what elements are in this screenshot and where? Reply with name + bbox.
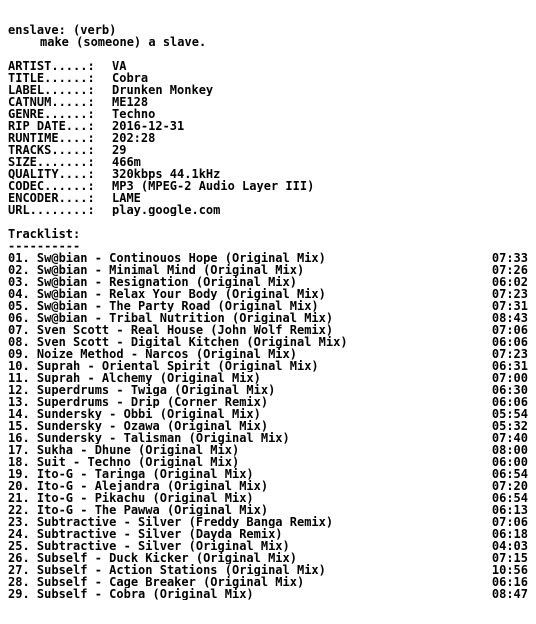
- track-time: 10:56: [491, 564, 528, 576]
- metadata-value: VA: [112, 60, 127, 72]
- metadata-row: [8, 84, 528, 96]
- metadata-key: ARTIST.....:: [8, 60, 95, 72]
- metadata-key: QUALITY....:: [8, 168, 95, 180]
- metadata-row: [8, 96, 528, 108]
- track-row: [8, 468, 528, 480]
- track-row: [8, 432, 528, 444]
- nfo-document: [8, 24, 528, 600]
- tracklist: [8, 252, 528, 600]
- track-row: [8, 288, 528, 300]
- track-row: [8, 300, 528, 312]
- metadata-row: [8, 180, 528, 192]
- track-row: [8, 564, 528, 576]
- track-time: 06:18: [491, 528, 528, 540]
- metadata-row: [8, 192, 528, 204]
- track-title: 18. Suit - Techno (Original Mix): [8, 456, 240, 468]
- track-title: 25. Subtractive - Silver (Original Mix): [8, 540, 290, 552]
- metadata-key: GENRE......:: [8, 108, 95, 120]
- track-time: 06:13: [491, 504, 528, 516]
- track-time: 05:32: [491, 420, 528, 432]
- metadata-row: [8, 60, 528, 72]
- track-time: 06:54: [491, 468, 528, 480]
- spacer: [8, 216, 528, 228]
- metadata-value: Techno: [112, 108, 156, 120]
- tracklist-underline: ----------: [8, 240, 81, 252]
- track-row: [8, 528, 528, 540]
- definition-headword: enslave: (verb): [8, 24, 117, 36]
- metadata-row: [8, 204, 528, 216]
- track-time: 07:33: [491, 252, 528, 264]
- track-time: 04:03: [491, 540, 528, 552]
- metadata-key: TITLE......:: [8, 72, 95, 84]
- track-time: 06:31: [491, 360, 528, 372]
- metadata-key: URL........:: [8, 204, 95, 216]
- track-row: [8, 312, 528, 324]
- track-title: 03. Sw@bian - Resignation (Original Mix): [8, 276, 297, 288]
- track-row: [8, 456, 528, 468]
- definition-meaning: make (someone) a slave.: [40, 36, 207, 48]
- metadata-value: 29: [112, 144, 127, 156]
- metadata-value: MP3 (MPEG-2 Audio Layer III): [112, 180, 315, 192]
- metadata-key: SIZE.......:: [8, 156, 95, 168]
- track-row: [8, 372, 528, 384]
- track-time: 06:02: [491, 276, 528, 288]
- track-title: 26. Subself - Duck Kicker (Original Mix): [8, 552, 297, 564]
- track-title: 24. Subtractive - Silver (Dayda Remix): [8, 528, 283, 540]
- spacer: [8, 48, 528, 60]
- metadata-value: 2016-12-31: [112, 120, 185, 132]
- track-time: 07:06: [491, 324, 528, 336]
- track-row: [8, 264, 528, 276]
- metadata-value: Drunken Monkey: [112, 84, 214, 96]
- track-title: 29. Subself - Cobra (Original Mix): [8, 588, 254, 600]
- track-time: 07:00: [491, 372, 528, 384]
- track-row: [8, 252, 528, 264]
- track-title: 15. Sundersky - Ozawa (Original Mix): [8, 420, 269, 432]
- metadata-row: [8, 144, 528, 156]
- track-title: 17. Sukha - Dhune (Original Mix): [8, 444, 240, 456]
- track-title: 01. Sw@bian - Continouos Hope (Original Mix): [8, 252, 326, 264]
- metadata-value: ME128: [112, 96, 149, 108]
- track-row: [8, 480, 528, 492]
- track-row: [8, 348, 528, 360]
- track-title: 09. Noize Method - Narcos (Original Mix): [8, 348, 297, 360]
- track-time: 06:06: [491, 396, 528, 408]
- track-row: [8, 420, 528, 432]
- metadata-key: CATNUM.....:: [8, 96, 95, 108]
- track-title: 13. Superdrums - Drip (Corner Remix): [8, 396, 269, 408]
- track-time: 07:23: [491, 348, 528, 360]
- track-title: 28. Subself - Cage Breaker (Original Mix): [8, 576, 305, 588]
- track-row: [8, 516, 528, 528]
- track-title: 14. Sundersky - Obbi (Original Mix): [8, 408, 261, 420]
- metadata-key: RIP DATE...:: [8, 120, 95, 132]
- track-time: 07:23: [491, 288, 528, 300]
- metadata-key: TRACKS.....:: [8, 144, 95, 156]
- track-title: 07. Sven Scott - Real House (John Wolf Remix): [8, 324, 334, 336]
- track-title: 10. Suprah - Oriental Spirit (Original Mix): [8, 360, 319, 372]
- track-time: 08:47: [491, 588, 528, 600]
- track-time: 07:26: [491, 264, 528, 276]
- track-title: 06. Sw@bian - Tribal Nutrition (Original Mix): [8, 312, 334, 324]
- metadata-row: [8, 72, 528, 84]
- metadata-value: 202:28: [112, 132, 156, 144]
- metadata-key: LABEL......:: [8, 84, 95, 96]
- metadata-row: [8, 108, 528, 120]
- track-time: 05:54: [491, 408, 528, 420]
- metadata-value: Cobra: [112, 72, 149, 84]
- track-title: 23. Subtractive - Silver (Freddy Banga Remix): [8, 516, 334, 528]
- track-title: 08. Sven Scott - Digital Kitchen (Original Mix): [8, 336, 348, 348]
- metadata-key: RUNTIME....:: [8, 132, 95, 144]
- release-metadata: [8, 60, 528, 216]
- metadata-row: [8, 132, 528, 144]
- track-time: 06:16: [491, 576, 528, 588]
- track-title: 11. Suprah - Alchemy (Original Mix): [8, 372, 261, 384]
- track-row: [8, 588, 528, 600]
- track-row: [8, 396, 528, 408]
- track-title: 22. Ito-G - The Pawwa (Original Mix): [8, 504, 269, 516]
- track-time: 08:43: [491, 312, 528, 324]
- metadata-row: [8, 168, 528, 180]
- track-time: 07:15: [491, 552, 528, 564]
- track-row: [8, 276, 528, 288]
- metadata-key: ENCODER....:: [8, 192, 95, 204]
- track-time: 06:30: [491, 384, 528, 396]
- metadata-row: [8, 120, 528, 132]
- track-row: [8, 540, 528, 552]
- track-row: [8, 408, 528, 420]
- tracklist-heading: Tracklist:: [8, 228, 81, 240]
- track-row: [8, 552, 528, 564]
- metadata-value: play.google.com: [112, 204, 221, 216]
- track-title: 27. Subself - Action Stations (Original Mix): [8, 564, 326, 576]
- metadata-key: CODEC......:: [8, 180, 95, 192]
- track-time: 07:31: [491, 300, 528, 312]
- track-title: 20. Ito-G - Alejandra (Original Mix): [8, 480, 269, 492]
- track-time: 07:40: [491, 432, 528, 444]
- metadata-row: [8, 156, 528, 168]
- track-row: [8, 384, 528, 396]
- track-row: [8, 336, 528, 348]
- track-row: [8, 504, 528, 516]
- track-time: 06:54: [491, 492, 528, 504]
- track-row: [8, 360, 528, 372]
- track-title: 16. Sundersky - Talisman (Original Mix): [8, 432, 290, 444]
- track-row: [8, 324, 528, 336]
- metadata-value: 466m: [112, 156, 141, 168]
- track-title: 04. Sw@bian - Relax Your Body (Original Mix): [8, 288, 326, 300]
- track-time: 07:06: [491, 516, 528, 528]
- track-title: 02. Sw@bian - Minimal Mind (Original Mix): [8, 264, 305, 276]
- track-row: [8, 576, 528, 588]
- track-title: 21. Ito-G - Pikachu (Original Mix): [8, 492, 254, 504]
- track-title: 05. Sw@bian - The Party Road (Original Mix): [8, 300, 319, 312]
- metadata-value: LAME: [112, 192, 141, 204]
- track-time: 08:00: [491, 444, 528, 456]
- track-row: [8, 492, 528, 504]
- track-time: 06:06: [491, 336, 528, 348]
- track-time: 06:00: [491, 456, 528, 468]
- track-row: [8, 444, 528, 456]
- track-title: 12. Superdrums - Twiga (Original Mix): [8, 384, 276, 396]
- metadata-value: 320kbps 44.1kHz: [112, 168, 221, 180]
- track-title: 19. Ito-G - Taringa (Original Mix): [8, 468, 254, 480]
- track-time: 07:20: [491, 480, 528, 492]
